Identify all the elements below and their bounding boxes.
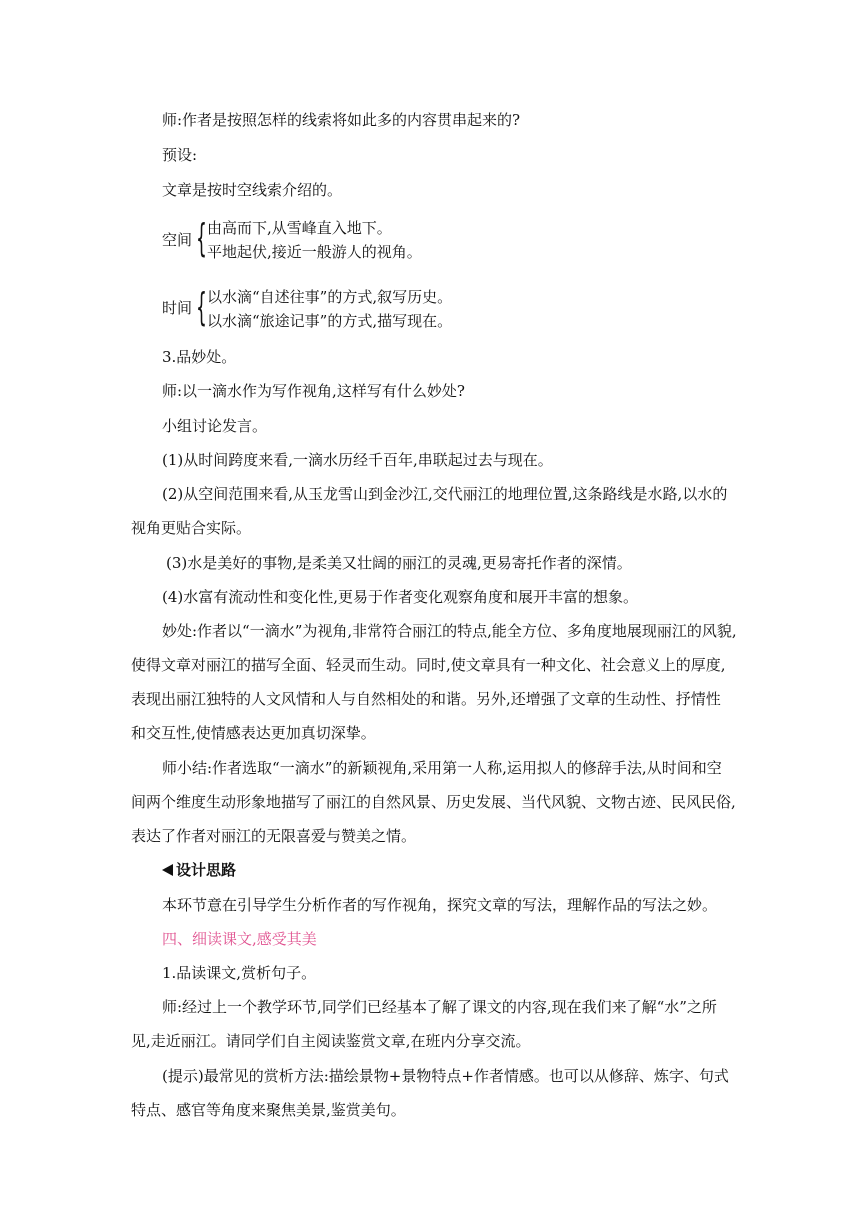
merit-line: 表现出丽江独特的人文风情和人与自然相处的和谐。另外,还增强了文章的生动性、抒情性	[131, 690, 721, 708]
question-3-line: 师:经过上一个教学环节,同学们已经基本了解了课文的内容,现在我们来了解“水”之所	[162, 998, 717, 1016]
hint-line: 特点、感官等角度来聚焦美景,鉴赏美句。	[131, 1101, 406, 1119]
time-label: 时间	[162, 299, 193, 317]
point-1: (1)从时间跨度来看,一滴水历经千百年,串联起过去与现在。	[162, 451, 553, 469]
time-item-1: 以水滴“自述往事”的方式,叙写历史。	[207, 288, 453, 306]
design-text: 本环节意在引导学生分析作者的写作视角，探究文章的写法，理解作品的写法之妙。	[162, 896, 718, 914]
teacher-question-1: 师:作者是按照怎样的线索将如此多的内容贯串起来的?	[162, 111, 521, 129]
summary-line: 间两个维度生动形象地描写了丽江的自然风景、历史发展、当代风貌、文物古迹、民风民俗,	[131, 793, 736, 811]
merit-line: 和交互性,使情感表达更加真切深挚。	[131, 724, 376, 742]
step-1: 1.品读课文,赏析句子。	[162, 964, 317, 982]
space-item-2: 平地起伏,接近一般游人的视角。	[207, 243, 422, 261]
design-heading-text: 设计思路	[176, 861, 237, 879]
time-item-2: 以水滴“旅途记事”的方式,描写现在。	[207, 312, 453, 330]
question-3-line: 见,走近丽江。请同学们自主阅读鉴赏文章,在班内分享交流。	[131, 1032, 531, 1050]
clue-sentence: 文章是按时空线索介绍的。	[162, 181, 343, 199]
teacher-question-2: 师:以一滴水作为写作视角,这样写有什么妙处?	[162, 382, 465, 400]
space-label: 空间	[162, 231, 193, 249]
hint-line: (提示)最常见的赏析方法:描绘景物+景物特点+作者情感。也可以从修辞、炼字、句式	[162, 1067, 729, 1085]
section-4-heading: 四、细读课文,感受其美	[162, 930, 317, 948]
space-item-1: 由高而下,从雪峰直入地下。	[207, 219, 392, 237]
summary-line: 师小结:作者选取“一滴水”的新颖视角,采用第一人称,运用拟人的修辞手法,从时间和空	[162, 759, 722, 777]
point-3: (3)水是美好的事物,是柔美又壮阔的丽江的灵魂,更易寄托作者的深情。	[166, 554, 632, 572]
merit-line: 妙处:作者以“一滴水”为视角,非常符合丽江的特点,能全方位、多角度地展现丽江的风貌,	[162, 622, 737, 640]
design-heading	[162, 860, 236, 880]
triangle-left-icon	[162, 864, 173, 876]
summary-line: 表达了作者对丽江的无限喜爱与赞美之情。	[131, 827, 417, 845]
point-2-line-2: 视角更贴合实际。	[131, 519, 252, 537]
space-brace: {	[196, 216, 207, 260]
time-brace: {	[196, 285, 207, 329]
merit-line: 使得文章对丽江的描写全面、轻灵而生动。同时,使文章具有一种文化、社会意义上的厚度,	[131, 656, 726, 674]
point-4: (4)水富有流动性和变化性,更易于作者变化观察角度和展开丰富的想象。	[162, 588, 639, 606]
step-3: 3.品妙处。	[162, 348, 237, 366]
group-discussion: 小组讨论发言。	[162, 417, 268, 435]
preset-label: 预设:	[162, 146, 198, 164]
point-2-line-1: (2)从空间范围来看,从玉龙雪山到金沙江,交代丽江的地理位置,这条路线是水路,以水的	[162, 485, 728, 503]
